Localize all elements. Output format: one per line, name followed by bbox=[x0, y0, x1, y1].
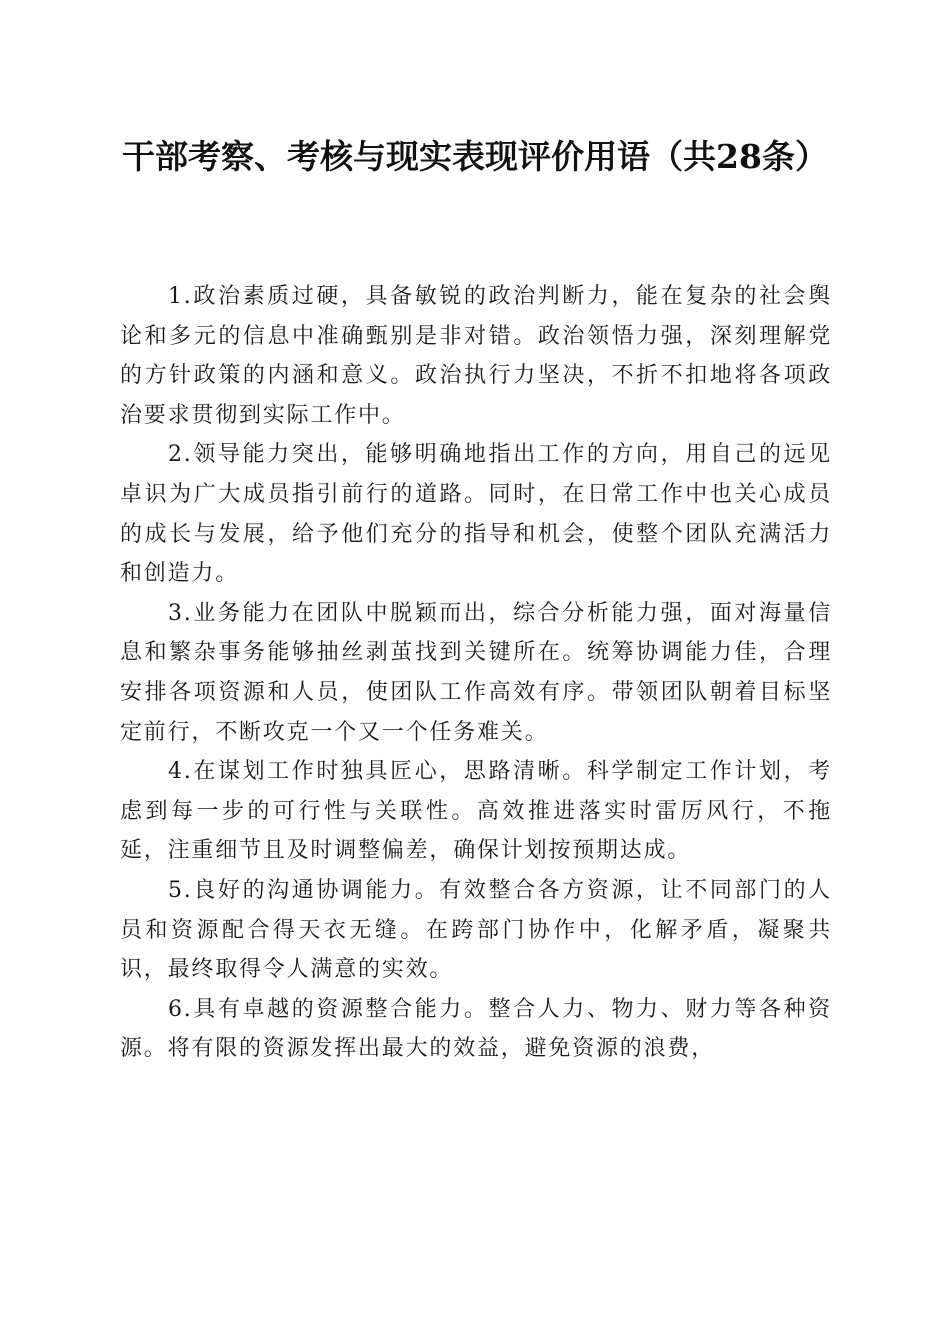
paragraph-3: 3.业务能力在团队中脱颖而出，综合分析能力强，面对海量信息和繁杂事务能够抽丝剥茧找到关键所在。统筹协调能力佳，合理安排各项资源和人员，使团队工作高效有序。带领团队朝着目标坚定前行，不断攻克一个又一个任务难关。 bbox=[120, 600, 832, 745]
paragraph-1: 1.政治素质过硬，具备敏锐的政治判断力，能在复杂的社会舆论和多元的信息中准确甄别是非对错。政治领悟力强，深刻理解党的方针政策的内涵和意义。政治执行力坚决，不折不扣地将各项政治要求贯彻到实际工作中。 bbox=[120, 284, 832, 428]
document-title: 干部考察、考核与现实表现评价用语（共28条） bbox=[122, 137, 828, 176]
paragraph-5: 5.良好的沟通协调能力。有效整合各方资源，让不同部门的人员和资源配合得天衣无缝。在跨部门协作中，化解矛盾，凝聚共识，最终取得令人满意的实效。 bbox=[120, 877, 832, 983]
document-body bbox=[120, 277, 832, 1069]
paragraph-4: 4.在谋划工作时独具匠心，思路清晰。科学制定工作计划，考虑到每一步的可行性与关联性。高效推进落实时雷厉风行，不拖延，注重细节且及时调整偏差，确保计划按预期达成。 bbox=[120, 759, 832, 864]
paragraph-6: 6.具有卓越的资源整合能力。整合人力、物力、财力等各种资源。将有限的资源发挥出最大的效益，避免资源的浪费， bbox=[120, 996, 832, 1062]
paragraph-2: 2.领导能力突出，能够明确地指出工作的方向，用自己的远见卓识为广大成员指引前行的道路。同时，在日常工作中也关心成员的成长与发展，给予他们充分的指导和机会，使整个团队充满活力和创造力。 bbox=[120, 442, 832, 587]
